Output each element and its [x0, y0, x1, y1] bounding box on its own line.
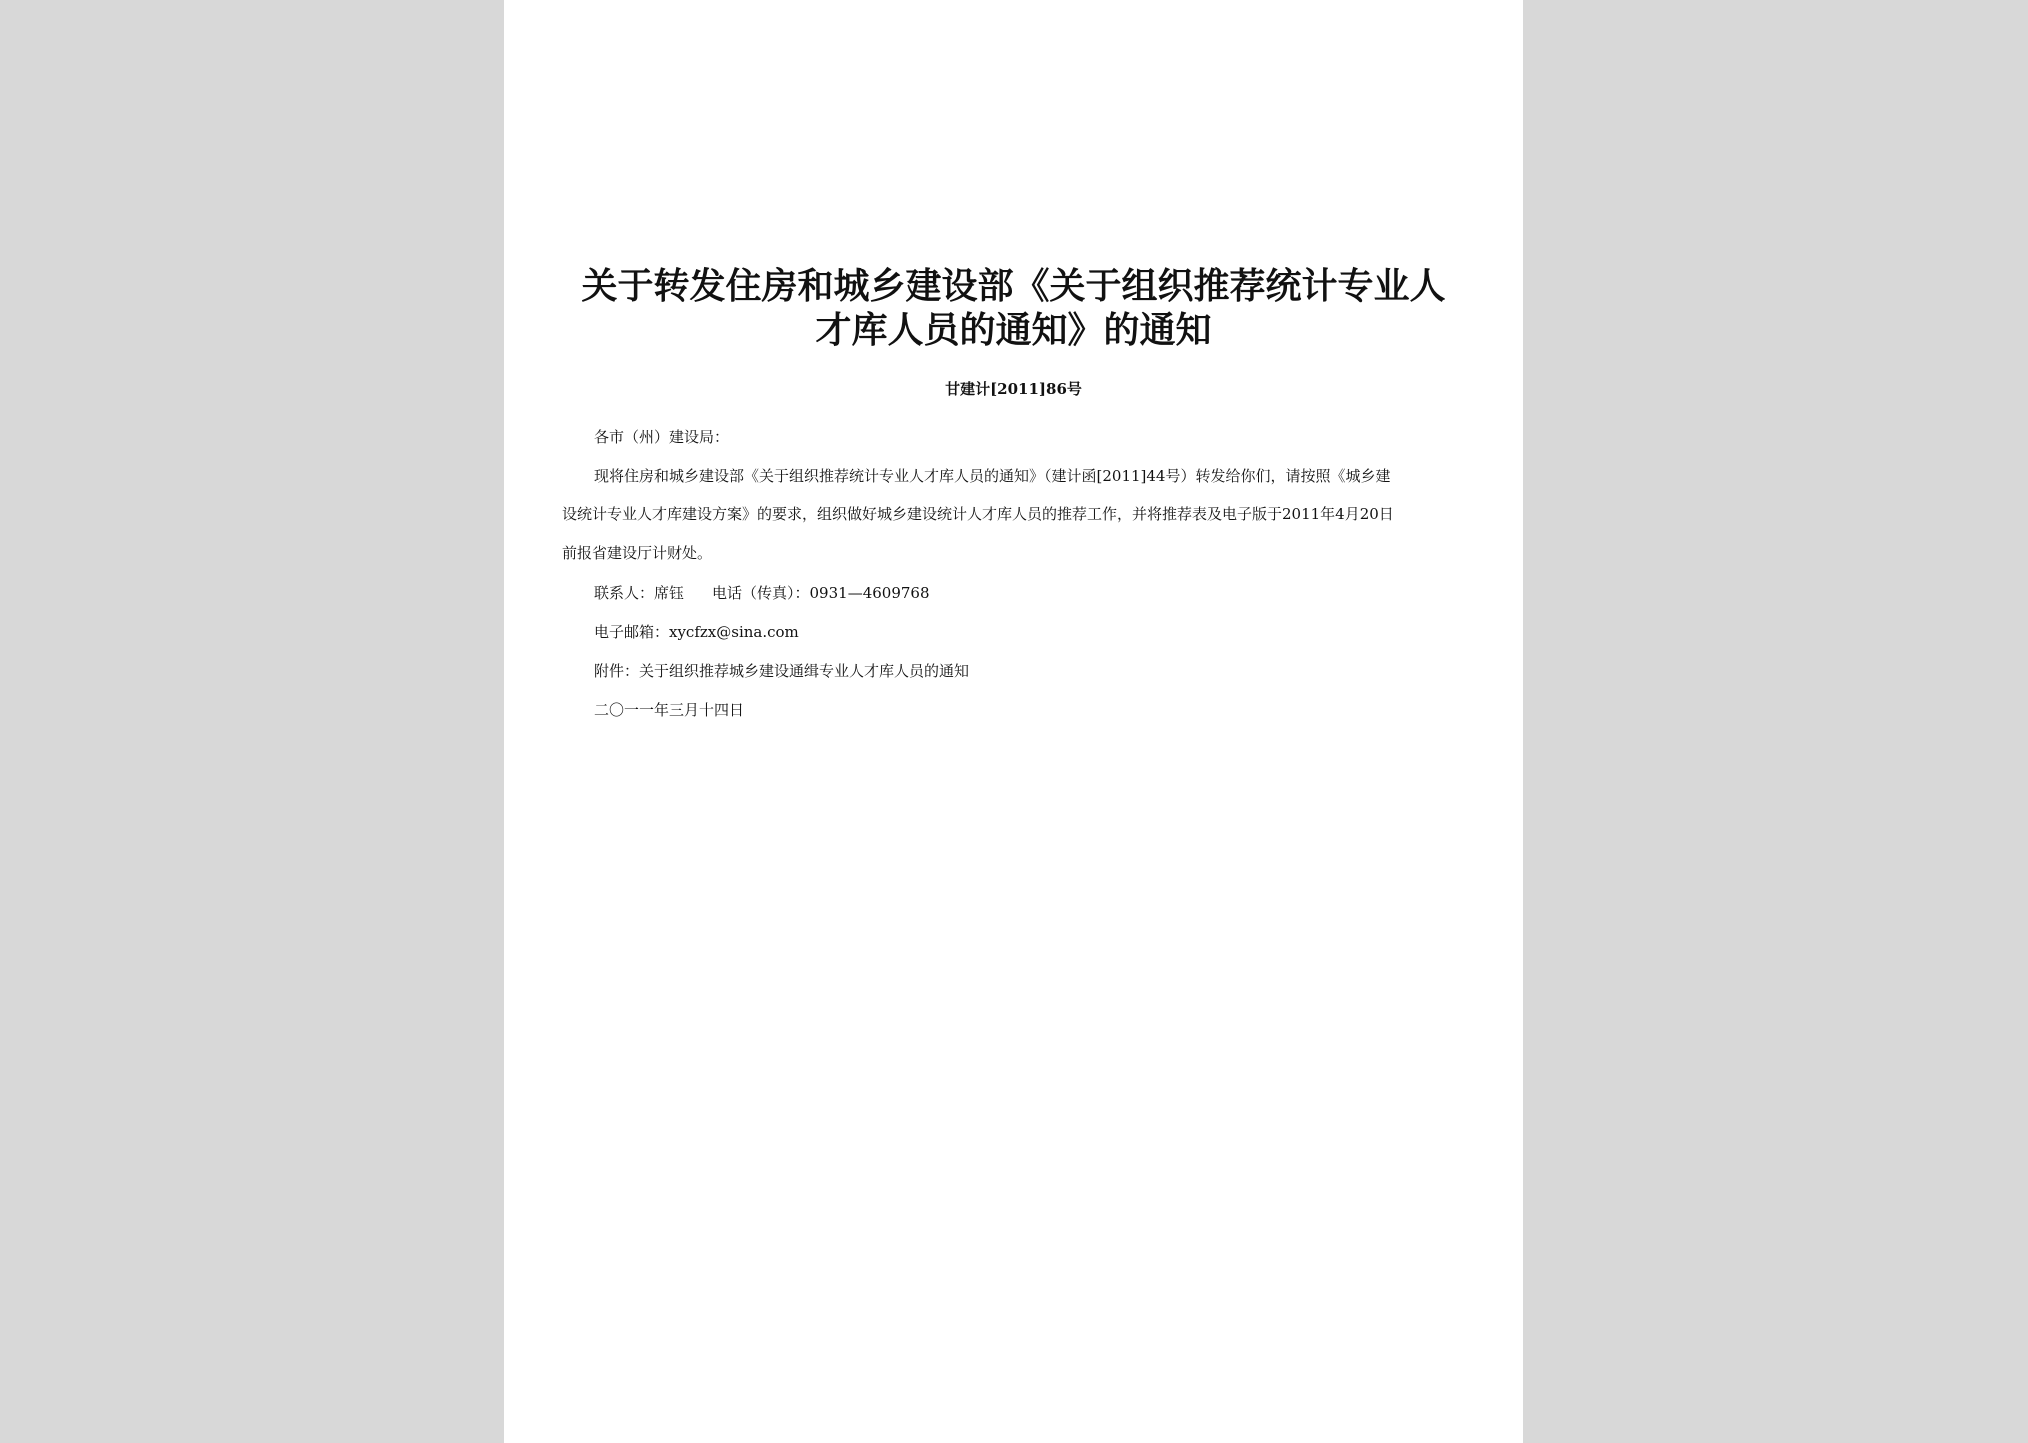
- document-number: 甘建计[2011]86号: [945, 380, 1082, 398]
- contact-phone: 电话（传真）：0931—4609768: [712, 584, 930, 602]
- body-line-3: 前报省建设厅计财处。: [562, 544, 713, 562]
- contact-email: 电子邮箱：xycfzx@sina.com: [594, 623, 799, 641]
- salutation: 各市（州）建设局：: [594, 428, 730, 446]
- document-title-line-2: 才库人员的通知》的通知: [815, 309, 1212, 351]
- document-page: [504, 0, 1523, 1443]
- document-title-line-1: 关于转发住房和城乡建设部《关于组织推荐统计专业人: [581, 265, 1446, 307]
- contact-person: 联系人：席钰: [594, 584, 685, 602]
- contact-line: [594, 582, 930, 604]
- body-line-2: 设统计专业人才库建设方案》的要求，组织做好城乡建设统计人才库人员的推荐工作，并将推荐表及电子版于2011年4月20日: [562, 505, 1394, 523]
- attachment-line: 附件：关于组织推荐城乡建设通缉专业人才库人员的通知: [594, 662, 970, 680]
- body-line-1: 现将住房和城乡建设部《关于组织推荐统计专业人才库人员的通知》（建计函[2011]44号）转发给你们，请按照《城乡建: [594, 467, 1391, 485]
- document-date: 二〇一一年三月十四日: [594, 701, 745, 719]
